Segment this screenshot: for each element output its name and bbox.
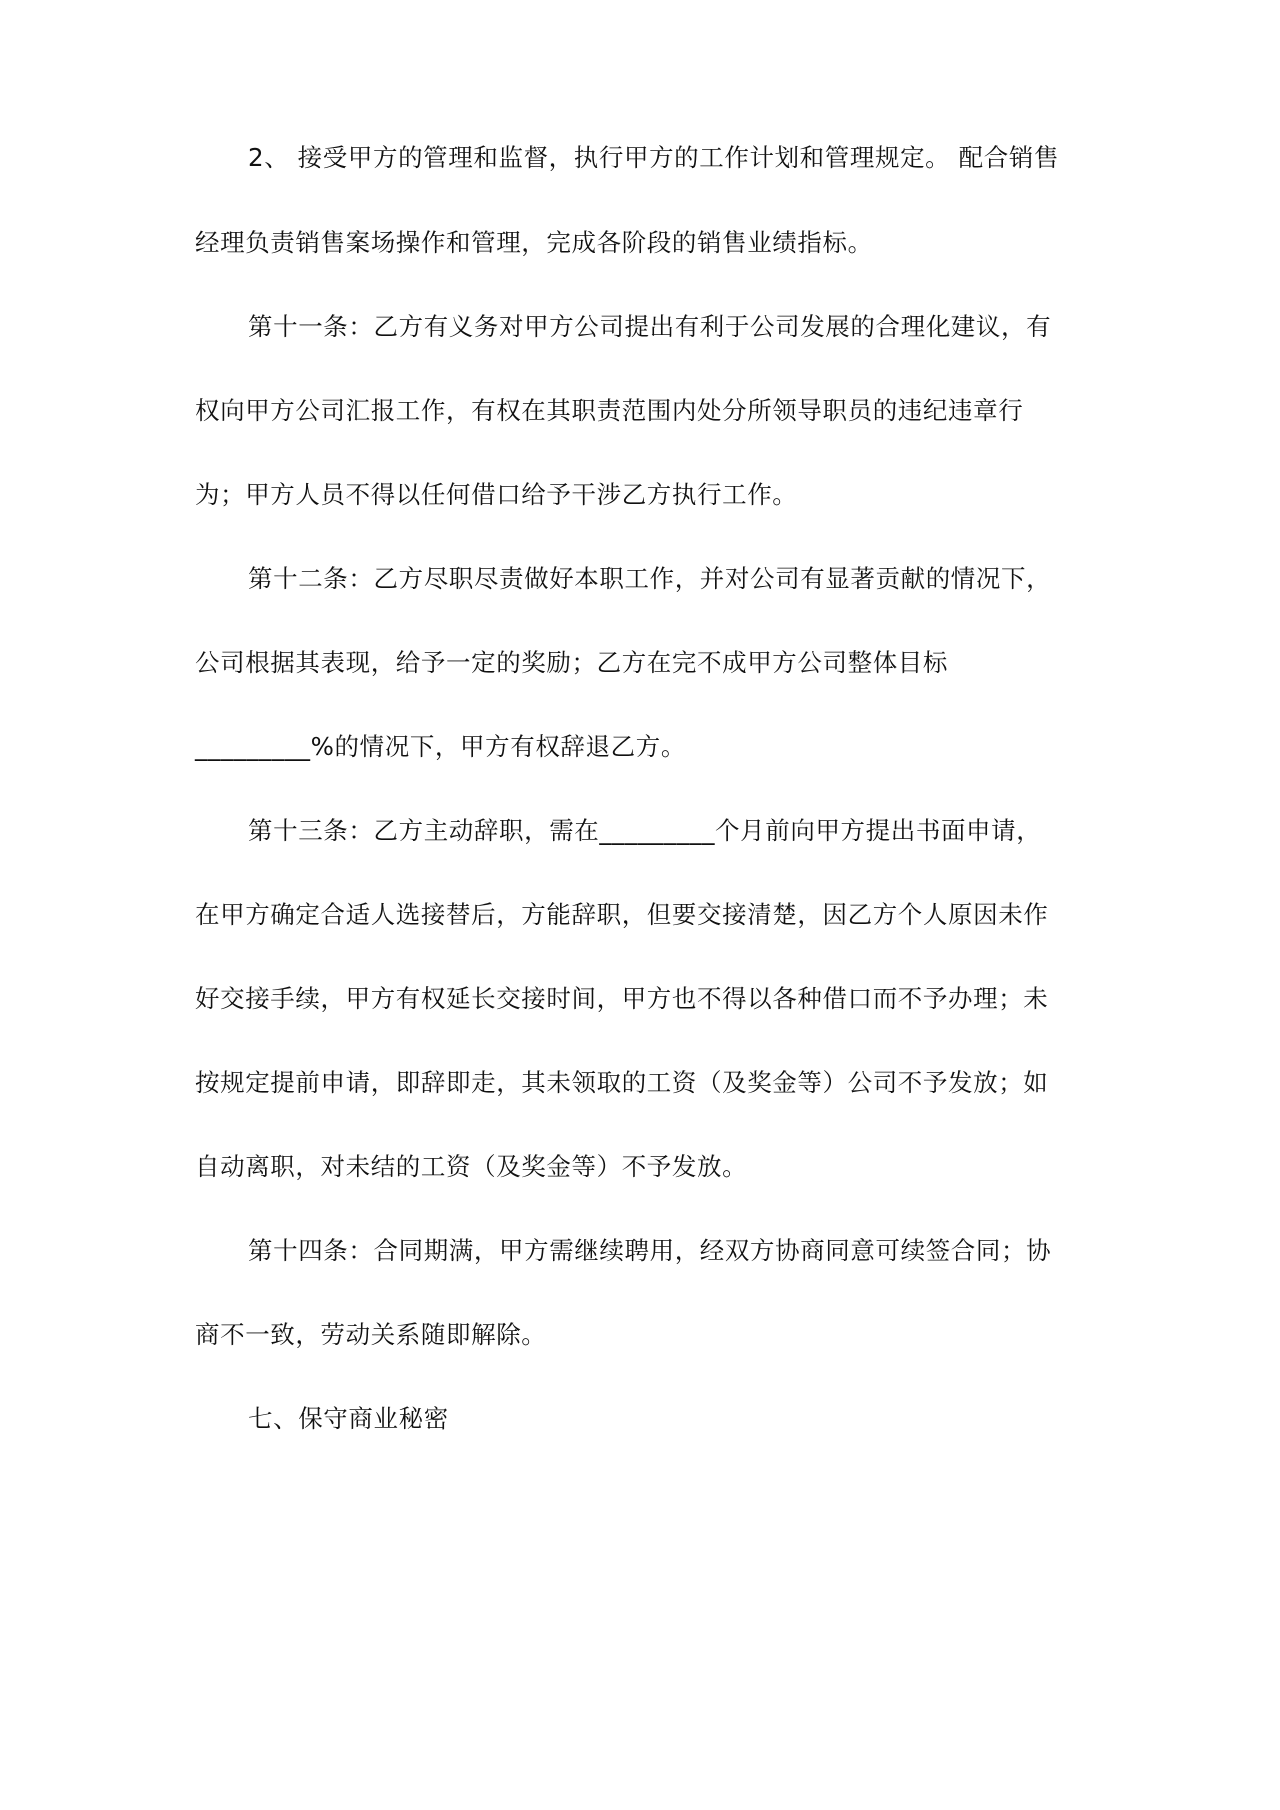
article-11-line-1: 第十一条：乙方有义务对甲方公司提出有利于公司发展的合理化建议，有 [248,312,1052,341]
article-14-line-2: 商不一致，劳动关系随即解除。 [195,1320,547,1349]
section-7-heading: 七、保守商业秘密 [248,1404,449,1433]
article-12-line-3: _________%的情况下，甲方有权辞退乙方。 [195,732,686,761]
article-11-line-3: 为；甲方人员不得以任何借口给予干涉乙方执行工作。 [195,480,798,509]
clause-item-2-line-2: 经理负责销售案场操作和管理，完成各阶段的销售业绩指标。 [195,228,873,257]
article-12-line-2: 公司根据其表现，给予一定的奖励；乙方在完不成甲方公司整体目标 [195,648,948,677]
clause-item-2-line-1: 2、 接受甲方的管理和监督，执行甲方的工作计划和管理规定。 配合销售 [248,143,1060,172]
article-13-line-1: 第十三条：乙方主动辞职，需在_________个月前向甲方提出书面申请， [248,816,1042,845]
article-13-line-3: 好交接手续，甲方有权延长交接时间，甲方也不得以各种借口而不予办理；未 [195,984,1049,1013]
article-13-line-4: 按规定提前申请，即辞即走，其未领取的工资（及奖金等）公司不予发放；如 [195,1068,1049,1097]
article-11-line-2: 权向甲方公司汇报工作，有权在其职责范围内处分所领导职员的违纪违章行 [195,396,1024,425]
article-12-line-1: 第十二条：乙方尽职尽责做好本职工作，并对公司有显著贡献的情况下， [248,564,1052,593]
article-13-line-2: 在甲方确定合适人选接替后，方能辞职，但要交接清楚，因乙方个人原因未作 [195,900,1049,929]
article-13-line-5: 自动离职，对未结的工资（及奖金等）不予发放。 [195,1152,748,1181]
article-14-line-1: 第十四条：合同期满，甲方需继续聘用，经双方协商同意可续签合同；协 [248,1236,1052,1265]
